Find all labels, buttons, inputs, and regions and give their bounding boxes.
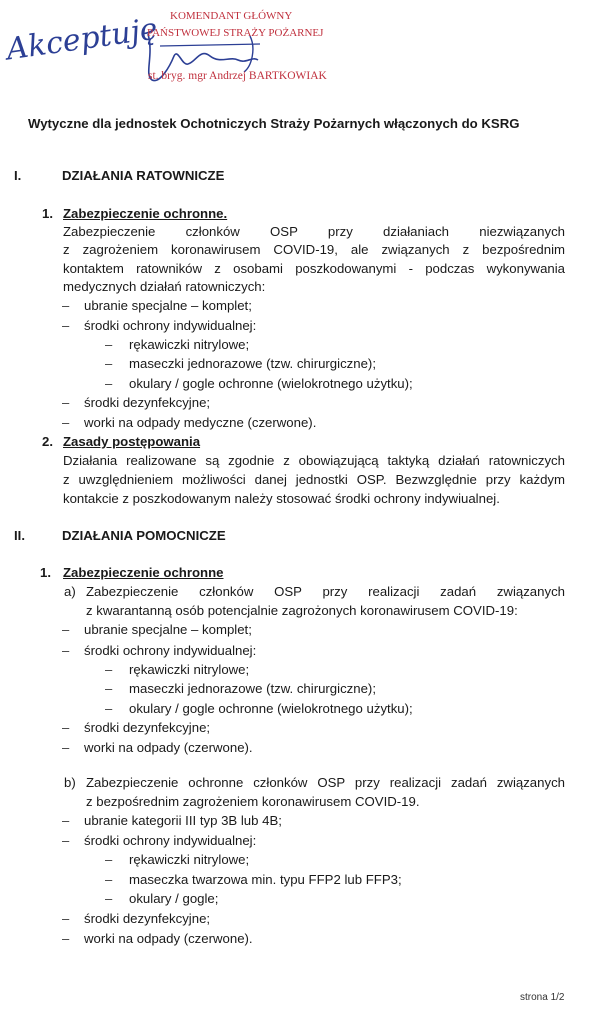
subitem-b-label: b) [64, 775, 76, 790]
item-1-2-text-line-1: Działania realizowane są zgodnie z obowiązującą taktyką działań ratowniczych [63, 453, 565, 468]
item-1-1-text-line-4: medycznych działań ratowniczych: [63, 279, 266, 294]
section-1-heading: DZIAŁANIA RATOWNICZE [62, 168, 225, 183]
sub-list-item: rękawiczki nitrylowe; [129, 852, 250, 867]
list-item: ubranie kategorii III typ 3B lub 4B; [84, 813, 282, 828]
sub-list-item: maseczki jednorazowe (tzw. chirurgiczne); [129, 681, 376, 696]
sub-list-dash: – [105, 891, 113, 906]
sub-list-dash: – [105, 376, 113, 391]
item-1-2-text-line-3: kontakcie z poszkodowanym należy stosować środki ochrony indywiualnej. [63, 491, 500, 506]
sub-list-dash: – [105, 852, 113, 867]
sub-list-item: maseczka twarzowa min. typu FFP2 lub FFP3; [129, 872, 402, 887]
sub-list-item: rękawiczki nitrylowe; [129, 337, 250, 352]
subitem-a-line-1: Zabezpieczenie członków OSP przy realizacji zadań związanych [86, 584, 565, 599]
document-title: Wytyczne dla jednostek Ochotniczych Straży Pożarnych włączonych do KSRG [28, 116, 520, 131]
list-dash: – [62, 740, 70, 755]
list-item: środki dezynfekcyjne; [84, 720, 211, 735]
list-item: środki dezynfekcyjne; [84, 911, 211, 926]
sub-list-dash: – [105, 356, 113, 371]
sub-list-item: okulary / gogle ochronne (wielokrotnego użytku); [129, 376, 413, 391]
sub-list-item: okulary / gogle; [129, 891, 219, 906]
list-dash: – [62, 415, 70, 430]
item-1-1-text-line-2: z zagrożeniem koronawirusem COVID-19, ale związanych z bezpośrednim [63, 242, 565, 257]
sub-list-dash: – [105, 872, 113, 887]
list-item: worki na odpady medyczne (czerwone). [84, 415, 317, 430]
list-item: ubranie specjalne – komplet; [84, 622, 252, 637]
stamp-line-1: KOMENDANT GŁÓWNY [170, 10, 293, 22]
section-2-number: II. [14, 528, 25, 543]
list-dash: – [62, 643, 70, 658]
sub-list-dash: – [105, 662, 113, 677]
list-item: ubranie specjalne – komplet; [84, 298, 252, 313]
sub-list-dash: – [105, 337, 113, 352]
section-2-heading: DZIAŁANIA POMOCNICZE [62, 528, 226, 543]
list-dash: – [62, 298, 70, 313]
list-dash: – [62, 833, 70, 848]
item-2-1-heading: Zabezpieczenie ochronne [63, 565, 224, 580]
item-1-1-text-line-3: kontaktem ratowników z osobami poszkodowanymi - podczas wykonywania [63, 261, 565, 276]
list-item: środki dezynfekcyjne; [84, 395, 211, 410]
item-1-2-text-line-2: z uwzględnieniem możliwości danej jednostki OSP. Bezwzględnie przy każdym [63, 472, 565, 487]
sub-list-item: maseczki jednorazowe (tzw. chirurgiczne); [129, 356, 376, 371]
item-1-1-number: 1. [42, 206, 53, 221]
acceptance-handwriting: Akceptuję [4, 11, 160, 68]
list-dash: – [62, 813, 70, 828]
list-dash: – [62, 931, 70, 946]
item-2-1-number: 1. [40, 565, 51, 580]
subitem-b-line-2: z bezpośrednim zagrożeniem koronawirusem COVID-19. [86, 794, 420, 809]
sub-list-item: rękawiczki nitrylowe; [129, 662, 250, 677]
list-dash: – [62, 720, 70, 735]
list-item: środki ochrony indywidualnej: [84, 833, 257, 848]
item-1-1-heading: Zabezpieczenie ochronne. [63, 206, 228, 221]
sub-list-dash: – [105, 681, 113, 696]
list-item: środki ochrony indywidualnej: [84, 318, 257, 333]
item-1-2-heading: Zasady postępowania [63, 434, 201, 449]
list-dash: – [62, 622, 70, 637]
subitem-a-line-2: z kwarantanną osób potencjalnie zagrożonych koronawirusem COVID-19: [86, 603, 518, 618]
stamp-line-3: st. bryg. mgr Andrzej BARTKOWIAK [148, 70, 327, 82]
subitem-b-line-1: Zabezpieczenie ochronne członków OSP przy realizacji zadań związanych [86, 775, 565, 790]
list-dash: – [62, 911, 70, 926]
subitem-a-label: a) [64, 584, 76, 599]
item-1-2-number: 2. [42, 434, 53, 449]
page-number: strona 1/2 [520, 992, 565, 1003]
sub-list-dash: – [105, 701, 113, 716]
item-1-1-text-line-1: Zabezpieczenie członków OSP przy działaniach niezwiązanych [63, 224, 565, 239]
list-dash: – [62, 318, 70, 333]
list-item: worki na odpady (czerwone). [84, 740, 253, 755]
section-1-number: I. [14, 168, 22, 183]
stamp-line-2: PAŃSTWOWEJ STRAŻY POŻARNEJ [147, 27, 324, 39]
list-item: worki na odpady (czerwone). [84, 931, 253, 946]
sub-list-item: okulary / gogle ochronne (wielokrotnego użytku); [129, 701, 413, 716]
list-dash: – [62, 395, 70, 410]
list-item: środki ochrony indywidualnej: [84, 643, 257, 658]
